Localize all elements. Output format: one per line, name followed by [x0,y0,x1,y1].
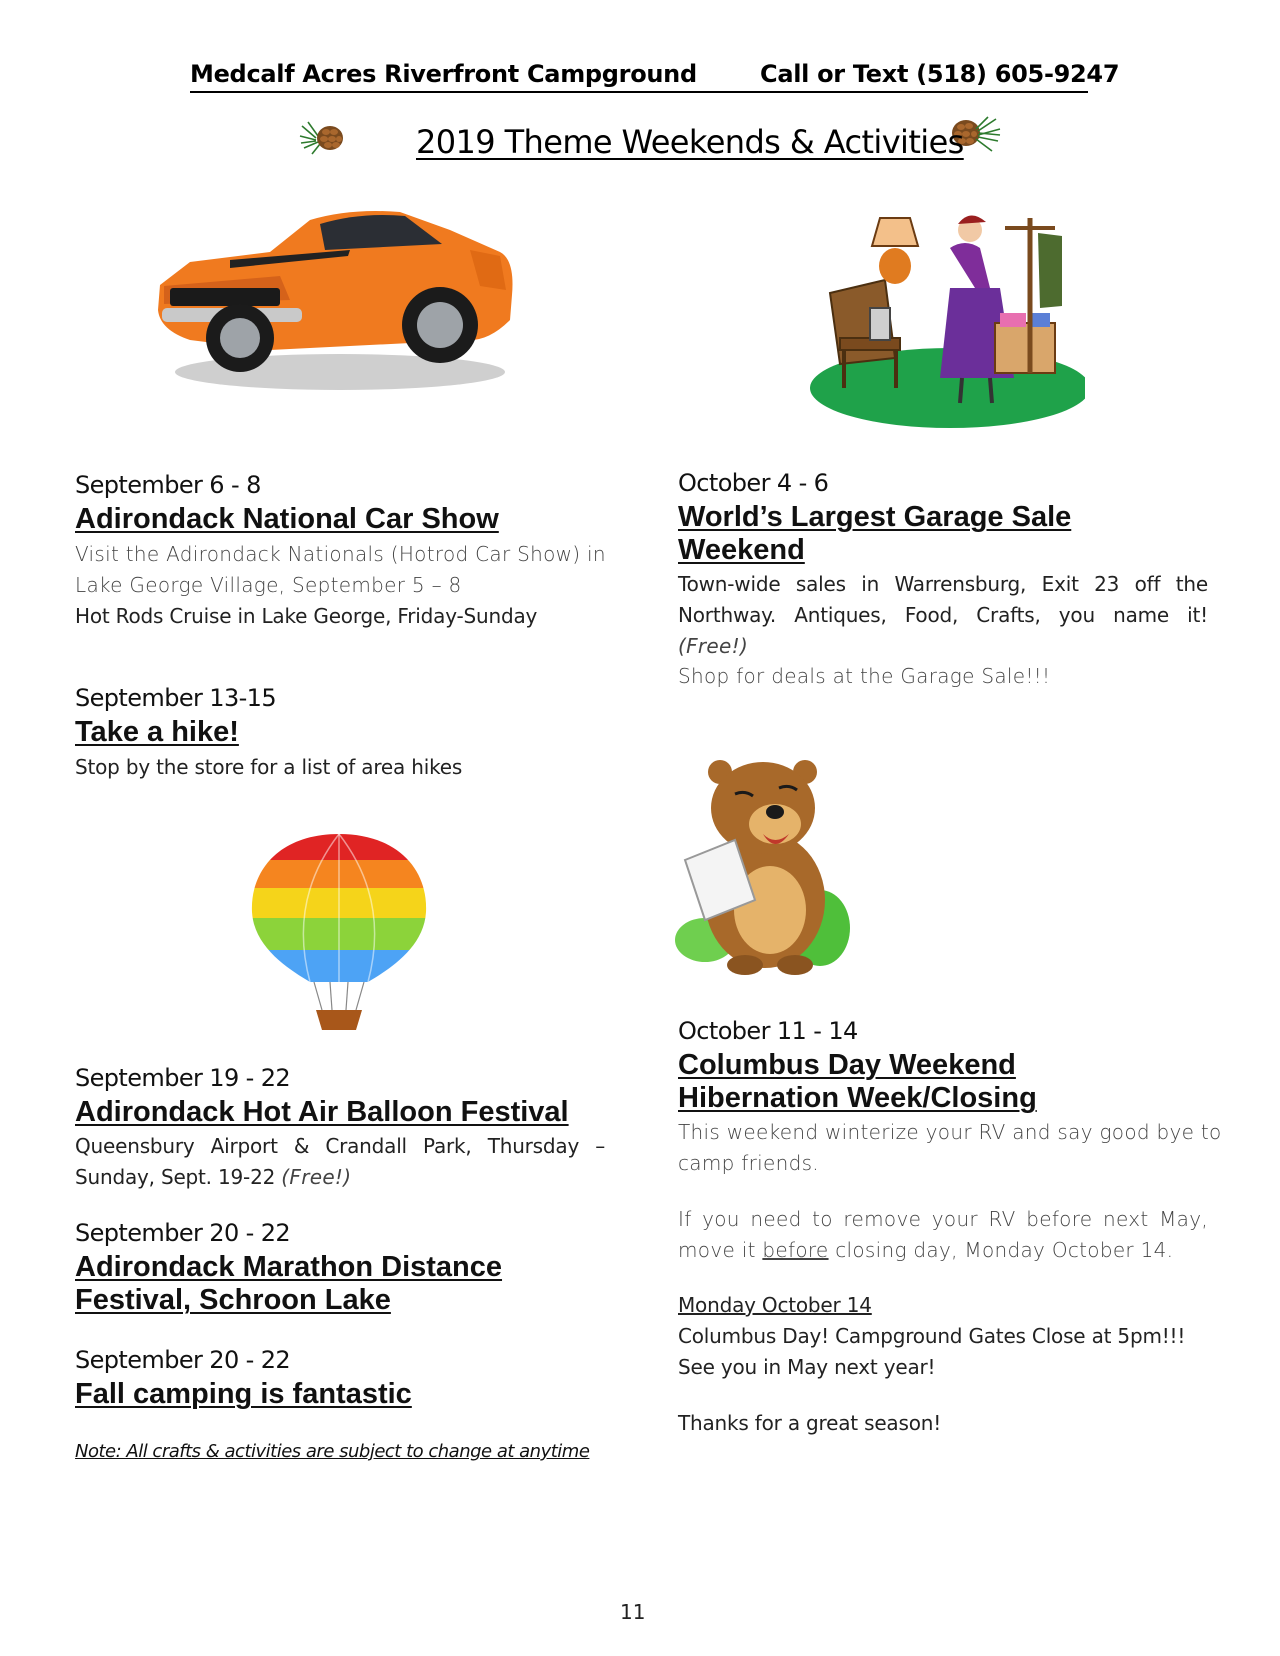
page-title: 2019 Theme Weekends & Activities [416,123,964,161]
event-desc-line [678,1235,1173,1266]
hot-air-balloon-illustration [248,830,430,1030]
event-title-balloon: Adirondack Hot Air Balloon Festival [75,1096,569,1128]
event-desc-line: If you need to remove your RV before next May, [678,1207,1208,1231]
garage-sale-illustration [800,188,1085,440]
event-desc-line: Visit the Adirondack Nationals (Hotrod Car Show) in [75,542,606,566]
event-desc-line: Lake George Village, September 5 – 8 [75,573,462,597]
event-date-fall-camping: September 20 - 22 [75,1346,291,1374]
free-tag: (Free!) [281,1165,352,1189]
event-desc-line: Stop by the store for a list of area hikes [75,755,463,779]
event-date-car-show: September 6 - 8 [75,471,261,499]
event-date-garage-sale: October 4 - 6 [678,469,829,497]
event-desc-line: This weekend winterize your RV and say good bye to [678,1120,1222,1144]
event-date-columbus: October 11 - 14 [678,1017,858,1045]
event-title-columbus: Columbus Day Weekend [678,1049,1016,1081]
phone-contact: Call or Text (518) 605-9247 [760,60,1120,88]
event-desc-text: Sunday, Sept. 19-22 [75,1165,276,1189]
closing-day-heading: Monday October 14 [678,1293,872,1317]
event-date-marathon: September 20 - 22 [75,1219,291,1247]
event-title-marathon: Festival, Schroon Lake [75,1284,391,1316]
event-title-fall-camping: Fall camping is fantastic [75,1378,412,1410]
event-title-car-show: Adirondack National Car Show [75,503,499,535]
event-desc-text: closing day, Monday October 14. [828,1238,1174,1262]
disclaimer-note: Note: All crafts & activities are subject to change at anytime [75,1441,590,1462]
muscle-car-illustration [150,200,520,396]
event-desc-line: Town-wide sales in Warrensburg, Exit 23 off the [678,572,1208,596]
event-desc-line [75,1162,351,1193]
event-desc-line: Northway. Antiques, Food, Crafts, you name it! [678,603,1208,627]
event-title-marathon: Adirondack Marathon Distance [75,1251,503,1283]
pinecone-icon [298,118,348,160]
event-desc-line: camp friends. [678,1151,819,1175]
event-desc-line: See you in May next year! [678,1355,936,1379]
event-desc-text: move it [678,1238,763,1262]
free-tag: (Free!) [678,634,749,658]
event-desc-line: Queensbury Airport & Crandall Park, Thursday – [75,1134,605,1158]
event-desc-line: Shop for deals at the Garage Sale!!! [678,664,1051,688]
event-desc-line: Hot Rods Cruise in Lake George, Friday-Sunday [75,604,538,628]
event-date-hike: September 13-15 [75,684,277,712]
event-title-columbus: Hibernation Week/Closing [678,1082,1037,1114]
campground-name: Medcalf Acres Riverfront Campground [190,60,697,88]
emphasis-before: before [762,1238,829,1262]
page-number: 11 [620,1600,646,1624]
event-title-garage-sale: Weekend [678,534,805,566]
header-rule [190,91,1088,93]
event-desc-line: Columbus Day! Campground Gates Close at 5pm!!! [678,1324,1186,1348]
event-title-garage-sale: World’s Largest Garage Sale [678,501,1072,533]
closing-thanks: Thanks for a great season! [678,1411,942,1435]
sleepy-bear-illustration [675,750,855,978]
event-date-balloon: September 19 - 22 [75,1064,291,1092]
event-title-hike: Take a hike! [75,716,239,748]
